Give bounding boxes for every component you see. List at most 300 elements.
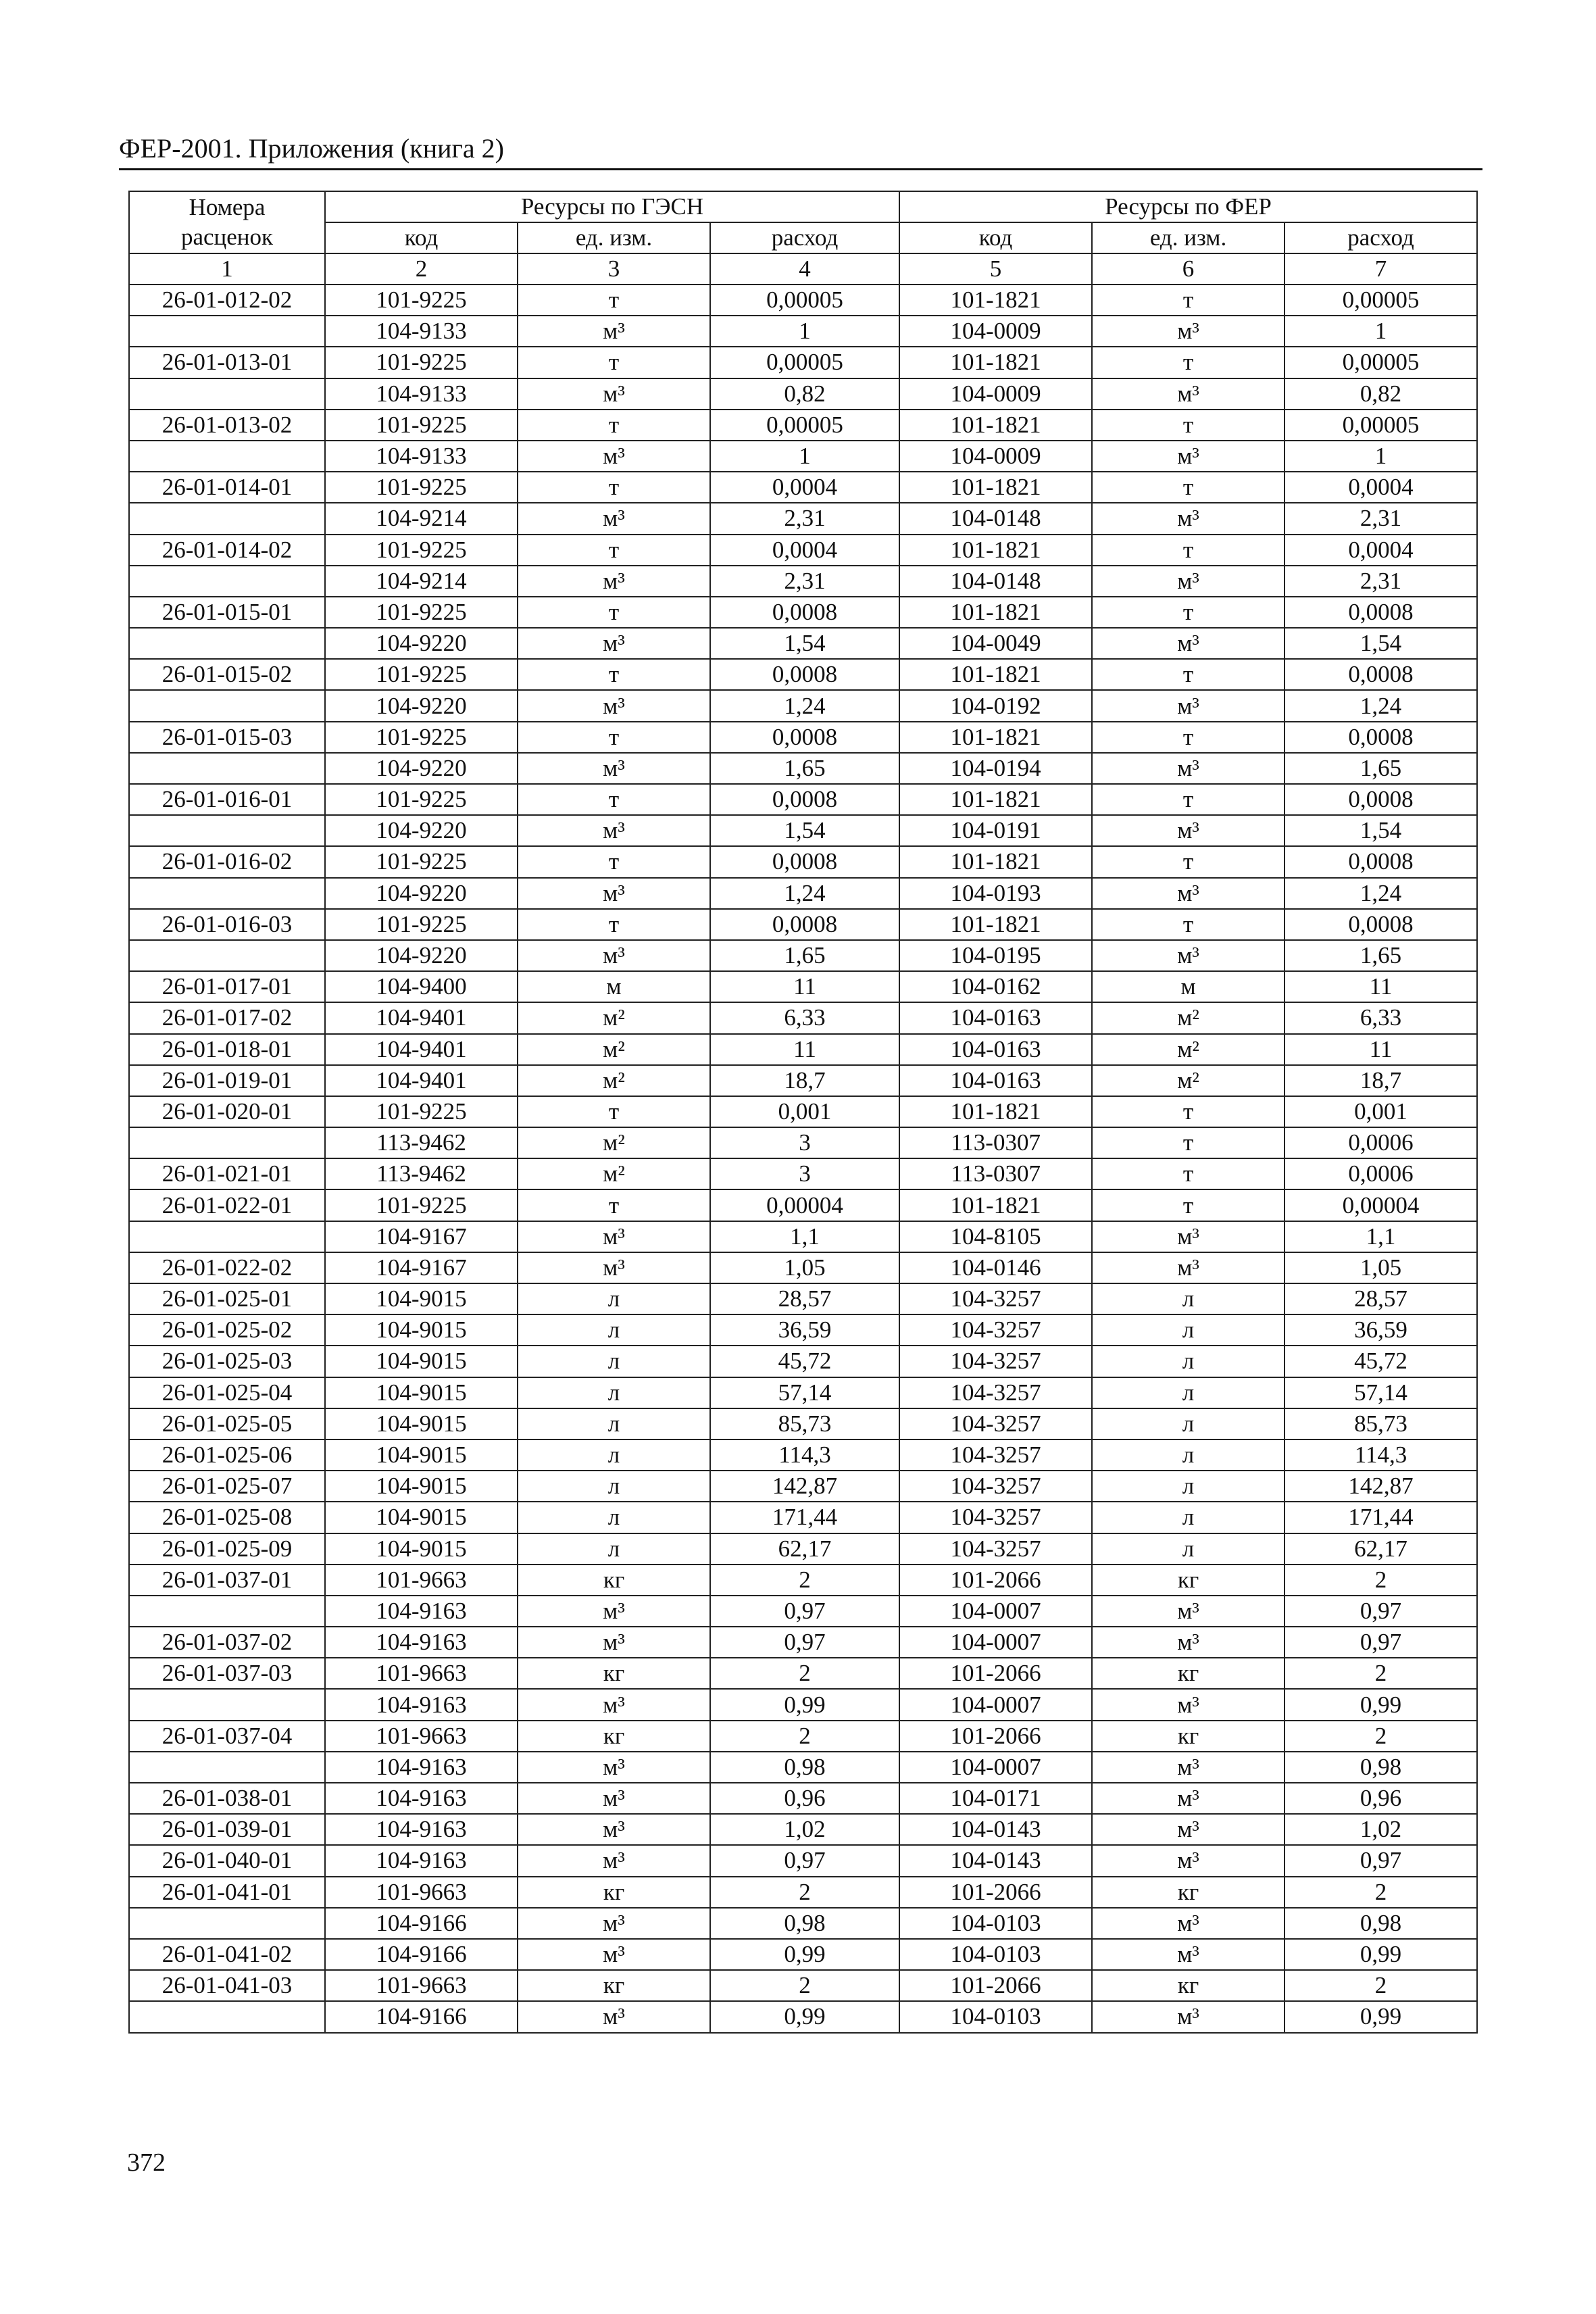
rate-number-cell — [129, 940, 325, 971]
gesn-code-cell: 104-9133 — [325, 316, 518, 347]
table-row — [129, 1565, 1477, 1596]
rate-number-cell — [129, 878, 325, 909]
gesn-code-cell: 104-9400 — [325, 971, 518, 1002]
gesn-code-cell: 104-9220 — [325, 628, 518, 659]
fer-qty-cell: 0,00005 — [1285, 410, 1477, 441]
gesn-qty-cell: 0,97 — [710, 1627, 899, 1658]
gesn-code-cell: 104-9163 — [325, 1845, 518, 1876]
column-number: 7 — [1285, 253, 1477, 285]
fer-qty-cell: 0,0004 — [1285, 535, 1477, 566]
table-row — [129, 597, 1477, 628]
gesn-qty-cell: 1,65 — [710, 753, 899, 784]
table-row — [129, 2001, 1477, 2032]
gesn-unit-cell: м³ — [518, 815, 710, 846]
fer-unit-cell: кг — [1092, 1970, 1285, 2001]
gesn-qty-cell: 0,0008 — [710, 784, 899, 815]
gesn-qty-cell: 142,87 — [710, 1471, 899, 1502]
rate-number-cell: 26-01-013-01 — [129, 347, 325, 378]
fer-code-cell: 104-0007 — [899, 1596, 1092, 1627]
gesn-unit-cell: т — [518, 535, 710, 566]
table-row — [129, 1502, 1477, 1533]
column-number-row — [129, 253, 1477, 285]
fer-unit-cell: л — [1092, 1408, 1285, 1439]
header-gesn-group: Ресурсы по ГЭСН — [325, 191, 899, 222]
gesn-qty-cell: 2 — [710, 1877, 899, 1908]
gesn-unit-cell: л — [518, 1346, 710, 1377]
gesn-code-cell: 113-9462 — [325, 1127, 518, 1158]
fer-code-cell: 104-0146 — [899, 1252, 1092, 1283]
table-row — [129, 1845, 1477, 1876]
fer-unit-cell: т — [1092, 285, 1285, 316]
fer-qty-cell: 1,02 — [1285, 1814, 1477, 1845]
fer-code-cell: 104-0193 — [899, 878, 1092, 909]
fer-qty-cell: 0,0008 — [1285, 659, 1477, 690]
gesn-qty-cell: 0,00005 — [710, 347, 899, 378]
header-divider — [119, 168, 1482, 170]
gesn-unit-cell: м³ — [518, 441, 710, 472]
table-row — [129, 1721, 1477, 1752]
fer-unit-cell: т — [1092, 1189, 1285, 1221]
gesn-qty-cell: 1,1 — [710, 1221, 899, 1252]
table-row — [129, 1408, 1477, 1439]
fer-code-cell: 101-2066 — [899, 1565, 1092, 1596]
table-row — [129, 503, 1477, 534]
fer-qty-cell: 2 — [1285, 1565, 1477, 1596]
gesn-qty-cell: 11 — [710, 971, 899, 1002]
rate-number-cell: 26-01-022-01 — [129, 1189, 325, 1221]
fer-qty-cell: 2 — [1285, 1970, 1477, 2001]
gesn-unit-cell: м² — [518, 1034, 710, 1065]
fer-code-cell: 104-3257 — [899, 1408, 1092, 1439]
gesn-code-cell: 104-9166 — [325, 1908, 518, 1939]
fer-unit-cell: т — [1092, 1127, 1285, 1158]
gesn-code-cell: 104-9220 — [325, 690, 518, 721]
fer-code-cell: 101-1821 — [899, 909, 1092, 940]
table-row — [129, 1002, 1477, 1033]
rate-number-cell: 26-01-041-02 — [129, 1939, 325, 1970]
fer-code-cell: 104-0163 — [899, 1065, 1092, 1096]
fer-qty-cell: 0,97 — [1285, 1845, 1477, 1876]
fer-qty-cell: 0,0008 — [1285, 722, 1477, 753]
gesn-unit-cell: л — [518, 1502, 710, 1533]
gesn-qty-cell: 0,0004 — [710, 472, 899, 503]
gesn-code-cell: 101-9663 — [325, 1877, 518, 1908]
rate-number-cell — [129, 378, 325, 410]
fer-unit-cell: м³ — [1092, 316, 1285, 347]
rate-number-cell — [129, 1908, 325, 1939]
gesn-unit-cell: м³ — [518, 940, 710, 971]
table-row — [129, 1127, 1477, 1158]
fer-unit-cell: кг — [1092, 1877, 1285, 1908]
fer-unit-cell: кг — [1092, 1565, 1285, 1596]
table-row — [129, 846, 1477, 877]
gesn-code-cell: 104-9401 — [325, 1034, 518, 1065]
gesn-qty-cell: 1,24 — [710, 690, 899, 721]
gesn-qty-cell: 0,96 — [710, 1783, 899, 1814]
gesn-unit-cell: м³ — [518, 1752, 710, 1783]
rate-number-cell: 26-01-041-03 — [129, 1970, 325, 2001]
fer-qty-cell: 0,82 — [1285, 378, 1477, 410]
gesn-unit-cell: м³ — [518, 1596, 710, 1627]
table-row — [129, 566, 1477, 597]
gesn-unit-cell: м³ — [518, 753, 710, 784]
table-row — [129, 1252, 1477, 1283]
gesn-unit-cell: л — [518, 1283, 710, 1314]
rate-number-cell: 26-01-015-01 — [129, 597, 325, 628]
gesn-code-cell: 101-9225 — [325, 784, 518, 815]
header-gesn-code: код — [325, 222, 518, 253]
table-row — [129, 1939, 1477, 1970]
table-row — [129, 1533, 1477, 1565]
fer-unit-cell: т — [1092, 535, 1285, 566]
fer-code-cell: 104-0195 — [899, 940, 1092, 971]
rate-number-cell: 26-01-016-01 — [129, 784, 325, 815]
table-row — [129, 909, 1477, 940]
fer-unit-cell: м³ — [1092, 1627, 1285, 1658]
gesn-qty-cell: 0,0008 — [710, 659, 899, 690]
gesn-qty-cell: 45,72 — [710, 1346, 899, 1377]
gesn-qty-cell: 0,00004 — [710, 1189, 899, 1221]
fer-code-cell: 101-1821 — [899, 347, 1092, 378]
gesn-code-cell: 104-9163 — [325, 1596, 518, 1627]
rate-number-cell: 26-01-014-01 — [129, 472, 325, 503]
table-row — [129, 1346, 1477, 1377]
fer-code-cell: 104-3257 — [899, 1533, 1092, 1565]
fer-unit-cell: м³ — [1092, 753, 1285, 784]
rate-number-cell: 26-01-014-02 — [129, 535, 325, 566]
rate-number-cell — [129, 2001, 325, 2032]
gesn-code-cell: 101-9225 — [325, 410, 518, 441]
gesn-qty-cell: 0,98 — [710, 1752, 899, 1783]
gesn-unit-cell: т — [518, 722, 710, 753]
header-gesn-qty: расход — [710, 222, 899, 253]
gesn-code-cell: 104-9015 — [325, 1439, 518, 1471]
rate-number-cell: 26-01-025-03 — [129, 1346, 325, 1377]
table-row — [129, 1752, 1477, 1783]
fer-code-cell: 104-0148 — [899, 503, 1092, 534]
header-rate-numbers — [129, 191, 325, 253]
gesn-code-cell: 101-9225 — [325, 722, 518, 753]
table-row — [129, 1658, 1477, 1689]
gesn-unit-cell: т — [518, 784, 710, 815]
rate-number-cell: 26-01-018-01 — [129, 1034, 325, 1065]
fer-unit-cell: м — [1092, 971, 1285, 1002]
table-row — [129, 1471, 1477, 1502]
header-row-columns — [129, 222, 1477, 253]
gesn-code-cell: 104-9015 — [325, 1314, 518, 1346]
fer-unit-cell: м³ — [1092, 1752, 1285, 1783]
gesn-qty-cell: 2,31 — [710, 566, 899, 597]
gesn-unit-cell: м² — [518, 1065, 710, 1096]
fer-code-cell: 104-3257 — [899, 1377, 1092, 1408]
gesn-unit-cell: м³ — [518, 1908, 710, 1939]
fer-unit-cell: л — [1092, 1533, 1285, 1565]
fer-unit-cell: л — [1092, 1502, 1285, 1533]
rate-number-cell: 26-01-016-03 — [129, 909, 325, 940]
gesn-qty-cell: 0,0008 — [710, 846, 899, 877]
gesn-unit-cell: м³ — [518, 878, 710, 909]
fer-unit-cell: м² — [1092, 1065, 1285, 1096]
gesn-qty-cell: 2 — [710, 1970, 899, 2001]
fer-code-cell: 101-1821 — [899, 410, 1092, 441]
rate-number-cell: 26-01-017-01 — [129, 971, 325, 1002]
fer-unit-cell: т — [1092, 347, 1285, 378]
table-row — [129, 1158, 1477, 1189]
gesn-qty-cell: 2 — [710, 1721, 899, 1752]
fer-qty-cell: 0,0008 — [1285, 784, 1477, 815]
resources-table — [128, 191, 1478, 2034]
fer-qty-cell: 1,54 — [1285, 628, 1477, 659]
gesn-code-cell: 101-9663 — [325, 1565, 518, 1596]
gesn-code-cell: 104-9166 — [325, 2001, 518, 2032]
table-row — [129, 535, 1477, 566]
gesn-code-cell: 101-9225 — [325, 909, 518, 940]
fer-unit-cell: м² — [1092, 1002, 1285, 1033]
gesn-code-cell: 104-9163 — [325, 1689, 518, 1720]
gesn-qty-cell: 1,05 — [710, 1252, 899, 1283]
gesn-qty-cell: 28,57 — [710, 1283, 899, 1314]
table-row — [129, 378, 1477, 410]
gesn-qty-cell: 2,31 — [710, 503, 899, 534]
fer-qty-cell: 11 — [1285, 971, 1477, 1002]
gesn-unit-cell: л — [518, 1377, 710, 1408]
rate-number-cell: 26-01-013-02 — [129, 410, 325, 441]
fer-code-cell: 104-3257 — [899, 1314, 1092, 1346]
fer-unit-cell: м³ — [1092, 1783, 1285, 1814]
gesn-qty-cell: 0,001 — [710, 1096, 899, 1127]
fer-qty-cell: 0,00004 — [1285, 1189, 1477, 1221]
gesn-qty-cell: 0,82 — [710, 378, 899, 410]
table-row — [129, 1221, 1477, 1252]
gesn-qty-cell: 3 — [710, 1158, 899, 1189]
table-row — [129, 815, 1477, 846]
fer-qty-cell: 1,54 — [1285, 815, 1477, 846]
column-number: 2 — [325, 253, 518, 285]
fer-qty-cell: 2,31 — [1285, 503, 1477, 534]
fer-qty-cell: 114,3 — [1285, 1439, 1477, 1471]
column-number: 6 — [1092, 253, 1285, 285]
gesn-qty-cell: 2 — [710, 1565, 899, 1596]
fer-qty-cell: 0,0006 — [1285, 1127, 1477, 1158]
rate-number-cell: 26-01-037-04 — [129, 1721, 325, 1752]
gesn-code-cell: 104-9133 — [325, 378, 518, 410]
gesn-unit-cell: м³ — [518, 1845, 710, 1876]
fer-unit-cell: м³ — [1092, 1221, 1285, 1252]
gesn-qty-cell: 0,0008 — [710, 722, 899, 753]
gesn-qty-cell: 1,24 — [710, 878, 899, 909]
table-row — [129, 1283, 1477, 1314]
gesn-code-cell: 104-9220 — [325, 878, 518, 909]
fer-code-cell: 104-0143 — [899, 1845, 1092, 1876]
fer-code-cell: 104-0007 — [899, 1627, 1092, 1658]
gesn-qty-cell: 0,97 — [710, 1845, 899, 1876]
fer-code-cell: 113-0307 — [899, 1127, 1092, 1158]
fer-code-cell: 104-0009 — [899, 378, 1092, 410]
gesn-code-cell: 104-9015 — [325, 1346, 518, 1377]
fer-qty-cell: 2 — [1285, 1658, 1477, 1689]
fer-unit-cell: т — [1092, 1158, 1285, 1189]
fer-qty-cell: 0,97 — [1285, 1627, 1477, 1658]
fer-code-cell: 104-0191 — [899, 815, 1092, 846]
gesn-code-cell: 101-9225 — [325, 285, 518, 316]
gesn-code-cell: 104-9163 — [325, 1783, 518, 1814]
gesn-code-cell: 101-9225 — [325, 1096, 518, 1127]
fer-code-cell: 104-0163 — [899, 1034, 1092, 1065]
header-row-groups — [129, 191, 1477, 222]
gesn-code-cell: 104-9015 — [325, 1533, 518, 1565]
fer-code-cell: 104-3257 — [899, 1283, 1092, 1314]
fer-qty-cell: 0,0004 — [1285, 472, 1477, 503]
rate-number-cell — [129, 1596, 325, 1627]
fer-unit-cell: т — [1092, 659, 1285, 690]
fer-unit-cell: т — [1092, 597, 1285, 628]
fer-unit-cell: л — [1092, 1471, 1285, 1502]
fer-code-cell: 104-0009 — [899, 441, 1092, 472]
column-number: 1 — [129, 253, 325, 285]
fer-unit-cell: т — [1092, 410, 1285, 441]
header-fer-group: Ресурсы по ФЕР — [899, 191, 1477, 222]
gesn-unit-cell: м³ — [518, 1814, 710, 1845]
gesn-unit-cell: т — [518, 846, 710, 877]
fer-unit-cell: т — [1092, 472, 1285, 503]
rate-number-cell — [129, 316, 325, 347]
fer-qty-cell: 0,00005 — [1285, 347, 1477, 378]
gesn-qty-cell: 2 — [710, 1658, 899, 1689]
gesn-code-cell: 101-9225 — [325, 535, 518, 566]
resources-table-body — [129, 191, 1477, 2033]
fer-code-cell: 104-0103 — [899, 1908, 1092, 1939]
gesn-code-cell: 104-9167 — [325, 1221, 518, 1252]
fer-unit-cell: м³ — [1092, 566, 1285, 597]
fer-code-cell: 101-1821 — [899, 1096, 1092, 1127]
header-gesn-unit: ед. изм. — [518, 222, 710, 253]
table-row — [129, 690, 1477, 721]
fer-qty-cell: 0,98 — [1285, 1752, 1477, 1783]
rate-number-cell: 26-01-041-01 — [129, 1877, 325, 1908]
fer-qty-cell: 57,14 — [1285, 1377, 1477, 1408]
fer-qty-cell: 1,05 — [1285, 1252, 1477, 1283]
gesn-unit-cell: л — [518, 1314, 710, 1346]
fer-qty-cell: 2 — [1285, 1721, 1477, 1752]
fer-qty-cell: 1,65 — [1285, 753, 1477, 784]
gesn-unit-cell: л — [518, 1408, 710, 1439]
fer-qty-cell: 0,99 — [1285, 2001, 1477, 2032]
fer-unit-cell: м³ — [1092, 378, 1285, 410]
fer-unit-cell: м³ — [1092, 1908, 1285, 1939]
table-row — [129, 316, 1477, 347]
fer-qty-cell: 1,24 — [1285, 690, 1477, 721]
gesn-unit-cell: т — [518, 597, 710, 628]
fer-unit-cell: м³ — [1092, 815, 1285, 846]
fer-code-cell: 104-0163 — [899, 1002, 1092, 1033]
gesn-unit-cell: т — [518, 1096, 710, 1127]
fer-code-cell: 101-1821 — [899, 597, 1092, 628]
fer-qty-cell: 2,31 — [1285, 566, 1477, 597]
gesn-qty-cell: 0,0004 — [710, 535, 899, 566]
gesn-code-cell: 101-9225 — [325, 597, 518, 628]
fer-unit-cell: т — [1092, 909, 1285, 940]
gesn-qty-cell: 18,7 — [710, 1065, 899, 1096]
fer-unit-cell: т — [1092, 846, 1285, 877]
gesn-qty-cell: 1,54 — [710, 815, 899, 846]
fer-code-cell: 104-0148 — [899, 566, 1092, 597]
table-row — [129, 1689, 1477, 1720]
table-row — [129, 1596, 1477, 1627]
gesn-qty-cell: 85,73 — [710, 1408, 899, 1439]
rate-number-cell: 26-01-037-01 — [129, 1565, 325, 1596]
table-row — [129, 1034, 1477, 1065]
fer-qty-cell: 142,87 — [1285, 1471, 1477, 1502]
gesn-unit-cell: м² — [518, 1127, 710, 1158]
gesn-unit-cell: т — [518, 285, 710, 316]
fer-unit-cell: л — [1092, 1283, 1285, 1314]
gesn-qty-cell: 0,97 — [710, 1596, 899, 1627]
rate-number-cell: 26-01-025-05 — [129, 1408, 325, 1439]
gesn-qty-cell: 36,59 — [710, 1314, 899, 1346]
gesn-qty-cell: 0,98 — [710, 1908, 899, 1939]
header-rate-numbers-label: Номера расценок — [180, 194, 274, 250]
rate-number-cell: 26-01-020-01 — [129, 1096, 325, 1127]
rate-number-cell: 26-01-022-02 — [129, 1252, 325, 1283]
fer-qty-cell: 36,59 — [1285, 1314, 1477, 1346]
gesn-qty-cell: 3 — [710, 1127, 899, 1158]
page-number: 372 — [127, 2148, 166, 2177]
fer-unit-cell: м³ — [1092, 441, 1285, 472]
table-row — [129, 410, 1477, 441]
table-row — [129, 285, 1477, 316]
gesn-qty-cell: 62,17 — [710, 1533, 899, 1565]
fer-code-cell: 101-2066 — [899, 1877, 1092, 1908]
table-row — [129, 441, 1477, 472]
table-row — [129, 878, 1477, 909]
gesn-code-cell: 101-9663 — [325, 1721, 518, 1752]
table-row — [129, 1783, 1477, 1814]
fer-code-cell: 101-1821 — [899, 784, 1092, 815]
gesn-code-cell: 101-9225 — [325, 1189, 518, 1221]
gesn-unit-cell: кг — [518, 1721, 710, 1752]
gesn-unit-cell: кг — [518, 1565, 710, 1596]
fer-qty-cell: 11 — [1285, 1034, 1477, 1065]
rate-number-cell: 26-01-025-01 — [129, 1283, 325, 1314]
fer-unit-cell: т — [1092, 1096, 1285, 1127]
gesn-code-cell: 104-9133 — [325, 441, 518, 472]
header-fer-qty: расход — [1285, 222, 1477, 253]
table-row — [129, 628, 1477, 659]
gesn-code-cell: 104-9015 — [325, 1377, 518, 1408]
fer-qty-cell: 0,0008 — [1285, 846, 1477, 877]
gesn-unit-cell: м² — [518, 1002, 710, 1033]
rate-number-cell: 26-01-019-01 — [129, 1065, 325, 1096]
table-row — [129, 1970, 1477, 2001]
gesn-unit-cell: м³ — [518, 690, 710, 721]
fer-code-cell: 104-0049 — [899, 628, 1092, 659]
gesn-code-cell: 104-9167 — [325, 1252, 518, 1283]
fer-qty-cell: 0,96 — [1285, 1783, 1477, 1814]
fer-code-cell: 104-0103 — [899, 1939, 1092, 1970]
fer-code-cell: 104-0009 — [899, 316, 1092, 347]
rate-number-cell — [129, 441, 325, 472]
fer-qty-cell: 0,97 — [1285, 1596, 1477, 1627]
gesn-code-cell: 101-9225 — [325, 846, 518, 877]
gesn-unit-cell: т — [518, 909, 710, 940]
fer-unit-cell: л — [1092, 1314, 1285, 1346]
column-number: 4 — [710, 253, 899, 285]
fer-code-cell: 101-2066 — [899, 1970, 1092, 2001]
rate-number-cell — [129, 628, 325, 659]
gesn-unit-cell: кг — [518, 1877, 710, 1908]
fer-code-cell: 104-0171 — [899, 1783, 1092, 1814]
table-row — [129, 971, 1477, 1002]
